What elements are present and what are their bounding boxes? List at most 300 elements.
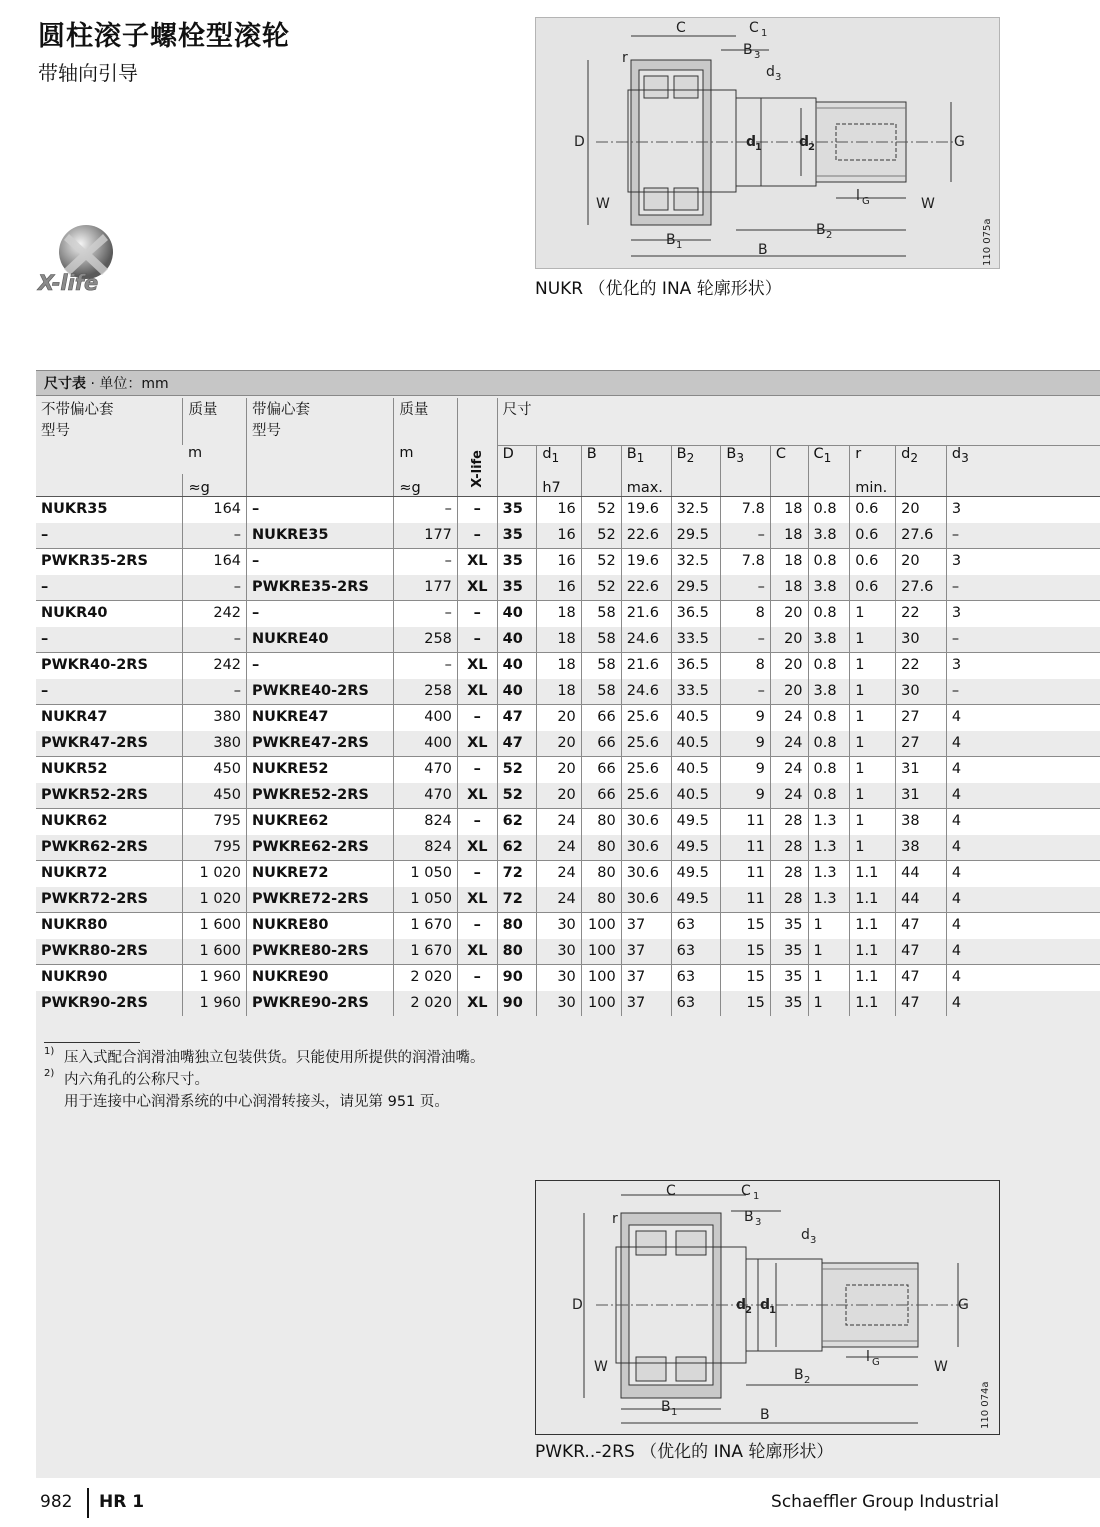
table-cell: 80 bbox=[497, 939, 537, 965]
table-cell: NUKR35 bbox=[36, 497, 183, 523]
table-cell: 28 bbox=[770, 887, 808, 913]
table-cell: 4 bbox=[946, 705, 1100, 731]
fig2-label-d3: d bbox=[801, 1227, 810, 1243]
table-cell: 1.1 bbox=[850, 861, 896, 887]
table-cell: 30.6 bbox=[621, 887, 671, 913]
fig2-label-c1: C bbox=[741, 1183, 751, 1199]
table-cell: 52 bbox=[497, 783, 537, 809]
table-cell: 58 bbox=[581, 601, 621, 627]
table-cell: 15 bbox=[721, 939, 770, 965]
table-cell: 25.6 bbox=[621, 757, 671, 783]
table-cell: 0.6 bbox=[850, 575, 896, 601]
table-cell: NUKRE47 bbox=[247, 705, 394, 731]
fig1-label-b2-sub: 2 bbox=[826, 230, 833, 241]
table-cell: – bbox=[946, 627, 1100, 653]
table-cell: 24 bbox=[770, 705, 808, 731]
table-cell: 49.5 bbox=[671, 861, 721, 887]
fig2-label-b3: B bbox=[744, 1209, 754, 1225]
fig1-label-b1-sub: 1 bbox=[676, 240, 683, 251]
table-row bbox=[36, 861, 1100, 887]
table-cell: 100 bbox=[581, 939, 621, 965]
fig1-label-d3: d bbox=[766, 64, 775, 80]
table-cell: – bbox=[457, 523, 497, 549]
fig2-label-b1-sub: 1 bbox=[671, 1407, 678, 1418]
fig1-label-g: G bbox=[954, 134, 965, 150]
table-cell: 20 bbox=[770, 627, 808, 653]
table-cell: 1.1 bbox=[850, 887, 896, 913]
table-cell: – bbox=[721, 523, 770, 549]
table-cell: 164 bbox=[183, 497, 247, 523]
table-cell: 32.5 bbox=[671, 549, 721, 575]
table-cell: 30.6 bbox=[621, 861, 671, 887]
table-cell: 30 bbox=[537, 991, 581, 1017]
fig2-label-b3-sub: 3 bbox=[755, 1217, 762, 1228]
fig1-label-c: C bbox=[676, 20, 686, 36]
table-cell: 18 bbox=[770, 575, 808, 601]
table-cell: 1.3 bbox=[808, 809, 850, 835]
table-cell: 4 bbox=[946, 835, 1100, 861]
table-cell: PWKRE47-2RS bbox=[247, 731, 394, 757]
fig1-label-lg: l bbox=[856, 188, 860, 204]
table-cell: – bbox=[457, 757, 497, 783]
fig2-label-b1: B bbox=[661, 1399, 671, 1415]
table-cell: 1.1 bbox=[850, 939, 896, 965]
table-cell: 90 bbox=[497, 991, 537, 1017]
table-cell: 52 bbox=[581, 523, 621, 549]
table-cell: 20 bbox=[896, 497, 947, 523]
table-cell: – bbox=[247, 549, 394, 575]
table-cell: 35 bbox=[770, 965, 808, 991]
table-cell: 8 bbox=[721, 601, 770, 627]
fig2-label-d3-sub: 3 bbox=[810, 1235, 817, 1246]
table-cell: XL bbox=[457, 991, 497, 1017]
table-cell: – bbox=[946, 523, 1100, 549]
table-cell: 1 bbox=[850, 653, 896, 679]
col-dimensions: 尺寸 bbox=[497, 398, 1100, 445]
dimension-table bbox=[36, 398, 1100, 1016]
table-cell: 2 020 bbox=[394, 965, 458, 991]
table-cell: 37 bbox=[621, 939, 671, 965]
table-cell: 15 bbox=[721, 991, 770, 1017]
table-cell: 9 bbox=[721, 731, 770, 757]
table-cell: 4 bbox=[946, 783, 1100, 809]
table-cell: – bbox=[457, 497, 497, 523]
fig1-label-d2: d bbox=[799, 134, 810, 150]
table-cell: 20 bbox=[537, 705, 581, 731]
table-cell: PWKRE62-2RS bbox=[247, 835, 394, 861]
table-cell: – bbox=[183, 575, 247, 601]
table-cell: NUKRE40 bbox=[247, 627, 394, 653]
table-cell: 242 bbox=[183, 653, 247, 679]
table-cell: 47 bbox=[896, 991, 947, 1017]
table-cell: 3.8 bbox=[808, 523, 850, 549]
table-cell: 22.6 bbox=[621, 575, 671, 601]
table-cell: – bbox=[946, 679, 1100, 705]
table-cell: 1 bbox=[850, 835, 896, 861]
table-cell: 11 bbox=[721, 835, 770, 861]
table-cell: PWKRE72-2RS bbox=[247, 887, 394, 913]
table-cell: 824 bbox=[394, 809, 458, 835]
table-cell: 258 bbox=[394, 679, 458, 705]
table-cell: 63 bbox=[671, 939, 721, 965]
table-cell: 62 bbox=[497, 835, 537, 861]
table-cell: 0.8 bbox=[808, 497, 850, 523]
col-r-min: min. bbox=[850, 474, 896, 497]
page-footer bbox=[0, 1488, 1100, 1518]
col-type-no-ecc: 不带偏心套 型号 bbox=[41, 402, 114, 439]
table-cell: 40 bbox=[497, 679, 537, 705]
table-cell: 90 bbox=[497, 965, 537, 991]
table-cell: XL bbox=[457, 549, 497, 575]
fig1-label-w-left: W bbox=[596, 196, 610, 212]
table-cell: 30.6 bbox=[621, 809, 671, 835]
table-cell: 44 bbox=[896, 887, 947, 913]
table-cell: PWKRE80-2RS bbox=[247, 939, 394, 965]
table-cell: – bbox=[721, 679, 770, 705]
table-cell: 18 bbox=[537, 627, 581, 653]
table-cell: 47 bbox=[896, 965, 947, 991]
table-cell: 80 bbox=[581, 887, 621, 913]
fig1-label-b1: B bbox=[666, 232, 676, 248]
fig1-label-r: r bbox=[622, 50, 628, 66]
table-cell: 24 bbox=[537, 861, 581, 887]
table-cell: 47 bbox=[896, 913, 947, 939]
table-cell: 30 bbox=[896, 627, 947, 653]
table-cell: 4 bbox=[946, 809, 1100, 835]
table-cell: 20 bbox=[537, 731, 581, 757]
table-cell: 49.5 bbox=[671, 887, 721, 913]
table-cell: NUKRE72 bbox=[247, 861, 394, 887]
table-cell: 35 bbox=[497, 549, 537, 575]
table-cell: 1.3 bbox=[808, 861, 850, 887]
table-cell: 58 bbox=[581, 653, 621, 679]
table-cell: 52 bbox=[581, 575, 621, 601]
table-row bbox=[36, 575, 1100, 601]
table-cell: 18 bbox=[537, 601, 581, 627]
table-cell: 380 bbox=[183, 705, 247, 731]
table-cell: PWKRE90-2RS bbox=[247, 991, 394, 1017]
table-row bbox=[36, 497, 1100, 523]
table-cell: – bbox=[457, 627, 497, 653]
table-cell: 24 bbox=[537, 835, 581, 861]
fig1-label-b2: B bbox=[816, 222, 826, 238]
table-cell: – bbox=[457, 809, 497, 835]
table-cell: 37 bbox=[621, 913, 671, 939]
fig2-label-b: B bbox=[760, 1407, 770, 1423]
table-cell: 28 bbox=[770, 861, 808, 887]
table-cell: 29.5 bbox=[671, 523, 721, 549]
table-cell: PWKR52-2RS bbox=[36, 783, 183, 809]
table-cell: 30 bbox=[896, 679, 947, 705]
table-cell: 18 bbox=[770, 549, 808, 575]
table-cell: 4 bbox=[946, 887, 1100, 913]
table-cell: PWKR72-2RS bbox=[36, 887, 183, 913]
table-cell: 30.6 bbox=[621, 835, 671, 861]
table-cell: NUKRE62 bbox=[247, 809, 394, 835]
table-cell: 0.8 bbox=[808, 601, 850, 627]
table-row bbox=[36, 627, 1100, 653]
table-cell: – bbox=[394, 601, 458, 627]
table-cell: 1 670 bbox=[394, 939, 458, 965]
table-cell: 20 bbox=[770, 601, 808, 627]
table-cell: PWKR90-2RS bbox=[36, 991, 183, 1017]
table-cell: – bbox=[247, 601, 394, 627]
col-g2: ≈g bbox=[394, 474, 458, 497]
table-cell: 40 bbox=[497, 627, 537, 653]
col-m2: m bbox=[394, 445, 458, 474]
table-cell: 80 bbox=[497, 913, 537, 939]
table-cell: XL bbox=[457, 783, 497, 809]
table-cell: 40.5 bbox=[671, 757, 721, 783]
table-cell: 38 bbox=[896, 835, 947, 861]
table-cell: 450 bbox=[183, 783, 247, 809]
fig2-label-lg-sub: G bbox=[872, 1357, 880, 1368]
table-cell: 3.8 bbox=[808, 575, 850, 601]
col-d1-h7: h7 bbox=[537, 474, 581, 497]
table-cell: 63 bbox=[671, 991, 721, 1017]
table-cell: 66 bbox=[581, 783, 621, 809]
table-cell: PWKR80-2RS bbox=[36, 939, 183, 965]
table-cell: 27 bbox=[896, 705, 947, 731]
table-cell: 25.6 bbox=[621, 731, 671, 757]
table-cell: 66 bbox=[581, 731, 621, 757]
table-cell: 40.5 bbox=[671, 731, 721, 757]
table-cell: 8 bbox=[721, 653, 770, 679]
table-cell: 35 bbox=[770, 939, 808, 965]
table-cell: 400 bbox=[394, 731, 458, 757]
table-row bbox=[36, 965, 1100, 991]
table-cell: 35 bbox=[770, 991, 808, 1017]
page-subtitle: 带轴向引导 bbox=[38, 61, 138, 85]
table-cell: 15 bbox=[721, 965, 770, 991]
fig1-label-lg-sub: G bbox=[862, 196, 870, 207]
fig2-label-d2-sub: 2 bbox=[745, 1305, 752, 1316]
table-cell: 47 bbox=[497, 731, 537, 757]
fig1-label-d1: d bbox=[746, 134, 757, 150]
table-cell: – bbox=[457, 913, 497, 939]
table-row bbox=[36, 679, 1100, 705]
table-cell: – bbox=[721, 627, 770, 653]
table-cell: 7.8 bbox=[721, 549, 770, 575]
table-cell: 1 bbox=[850, 809, 896, 835]
table-row bbox=[36, 601, 1100, 627]
table-cell: NUKRE35 bbox=[247, 523, 394, 549]
table-cell: – bbox=[394, 653, 458, 679]
table-cell: PWKRE52-2RS bbox=[247, 783, 394, 809]
table-cell: 80 bbox=[581, 835, 621, 861]
fig2-label-lg: l bbox=[866, 1349, 870, 1365]
table-cell: 1 bbox=[808, 939, 850, 965]
table-cell: 1 bbox=[850, 757, 896, 783]
table-cell: 1 bbox=[808, 913, 850, 939]
table-cell: 18 bbox=[770, 497, 808, 523]
fig2-label-w-right: W bbox=[934, 1359, 948, 1375]
table-cell: 21.6 bbox=[621, 653, 671, 679]
table-cell: 36.5 bbox=[671, 601, 721, 627]
col-xlife: X-life bbox=[457, 398, 497, 497]
table-cell: NUKR40 bbox=[36, 601, 183, 627]
table-cell: 11 bbox=[721, 809, 770, 835]
table-cell: 40.5 bbox=[671, 705, 721, 731]
fig2-label-b2: B bbox=[794, 1367, 804, 1383]
table-cell: PWKRE40-2RS bbox=[247, 679, 394, 705]
table-cell: 40 bbox=[497, 653, 537, 679]
table-cell: 3.8 bbox=[808, 627, 850, 653]
table-cell: 1 960 bbox=[183, 965, 247, 991]
table-cell: 27 bbox=[896, 731, 947, 757]
table-cell: 25.6 bbox=[621, 705, 671, 731]
table-cell: 58 bbox=[581, 679, 621, 705]
table-cell: 24 bbox=[537, 887, 581, 913]
table-cell: 37 bbox=[621, 991, 671, 1017]
col-B: B bbox=[581, 445, 621, 474]
table-cell: 27.6 bbox=[896, 523, 947, 549]
fig2-label-d1-sub: 1 bbox=[769, 1305, 776, 1316]
table-cell: 20 bbox=[770, 679, 808, 705]
table-row bbox=[36, 523, 1100, 549]
table-cell: 18 bbox=[537, 679, 581, 705]
table-cell: 22 bbox=[896, 601, 947, 627]
table-cell: – bbox=[457, 965, 497, 991]
table-cell: 177 bbox=[394, 523, 458, 549]
table-cell: 72 bbox=[497, 887, 537, 913]
table-cell: 100 bbox=[581, 965, 621, 991]
fig2-label-c: C bbox=[666, 1183, 676, 1199]
table-cell: – bbox=[394, 549, 458, 575]
table-cell: 28 bbox=[770, 809, 808, 835]
table-cell: 4 bbox=[946, 757, 1100, 783]
table-cell: 4 bbox=[946, 991, 1100, 1017]
table-cell: 44 bbox=[896, 861, 947, 887]
pwkr-drawing bbox=[535, 1180, 1000, 1435]
table-cell: 35 bbox=[497, 523, 537, 549]
table-cell: 0.8 bbox=[808, 653, 850, 679]
table-cell: 20 bbox=[770, 653, 808, 679]
table-row bbox=[36, 809, 1100, 835]
table-cell: – bbox=[36, 679, 183, 705]
table-cell: 19.6 bbox=[621, 549, 671, 575]
table-cell: 177 bbox=[394, 575, 458, 601]
table-cell: 24.6 bbox=[621, 679, 671, 705]
fig1-label-d3-sub: 3 bbox=[775, 72, 782, 83]
table-cell: 4 bbox=[946, 913, 1100, 939]
fig1-ref: 110 075a bbox=[982, 218, 993, 266]
table-cell: 33.5 bbox=[671, 627, 721, 653]
table-cell: 24 bbox=[537, 809, 581, 835]
table-cell: 0.8 bbox=[808, 731, 850, 757]
table-cell: 37 bbox=[621, 965, 671, 991]
section-label: HR 1 bbox=[99, 1492, 145, 1512]
table-cell: 3 bbox=[946, 653, 1100, 679]
table-cell: – bbox=[36, 575, 183, 601]
table-cell: 35 bbox=[497, 575, 537, 601]
table-cell: 31 bbox=[896, 783, 947, 809]
table-cell: NUKRE52 bbox=[247, 757, 394, 783]
table-cell: 4 bbox=[946, 731, 1100, 757]
table-cell: 3 bbox=[946, 549, 1100, 575]
table-cell: NUKR90 bbox=[36, 965, 183, 991]
footer-divider bbox=[87, 1488, 89, 1518]
fig2-label-r: r bbox=[612, 1211, 618, 1227]
table-cell: 9 bbox=[721, 783, 770, 809]
table-cell: 100 bbox=[581, 913, 621, 939]
table-cell: 1 600 bbox=[183, 913, 247, 939]
fig1-label-b: B bbox=[758, 242, 768, 258]
table-cell: 29.5 bbox=[671, 575, 721, 601]
table-cell: 1 020 bbox=[183, 887, 247, 913]
fig1-label-d-outer: D bbox=[574, 134, 585, 150]
table-cell: 63 bbox=[671, 965, 721, 991]
table-cell: 1.1 bbox=[850, 913, 896, 939]
table-cell: 72 bbox=[497, 861, 537, 887]
table-cell: 1 bbox=[850, 783, 896, 809]
footnote-2-cont: 用于连接中心润滑系统的中心润滑转接头，请见第 951 页。 bbox=[64, 1094, 449, 1110]
col-C1: $C_1$ bbox=[808, 445, 850, 474]
table-cell: 47 bbox=[497, 705, 537, 731]
table-cell: 3 bbox=[946, 497, 1100, 523]
table-cell: – bbox=[394, 497, 458, 523]
table-cell: 16 bbox=[537, 549, 581, 575]
table-cell: 1.3 bbox=[808, 835, 850, 861]
table-cell: XL bbox=[457, 653, 497, 679]
table-cell: – bbox=[946, 575, 1100, 601]
col-C: C bbox=[770, 445, 808, 474]
table-cell: 24 bbox=[770, 783, 808, 809]
table-row bbox=[36, 549, 1100, 575]
table-cell: – bbox=[457, 601, 497, 627]
table-cell: 470 bbox=[394, 783, 458, 809]
table-cell: XL bbox=[457, 939, 497, 965]
table-cell: 824 bbox=[394, 835, 458, 861]
fig2-caption: PWKR..-2RS （优化的 INA 轮廓形状） bbox=[535, 1442, 834, 1462]
table-cell: XL bbox=[457, 887, 497, 913]
col-mass2: 质量 bbox=[394, 398, 458, 445]
table-cell: 63 bbox=[671, 913, 721, 939]
col-B1: $B_1$ bbox=[621, 445, 671, 474]
table-cell: 164 bbox=[183, 549, 247, 575]
table-cell: 1 960 bbox=[183, 991, 247, 1017]
table-cell: – bbox=[36, 523, 183, 549]
table-cell: 27.6 bbox=[896, 575, 947, 601]
fig1-label-c1: C bbox=[749, 20, 759, 36]
table-cell: 100 bbox=[581, 991, 621, 1017]
table-cell: 11 bbox=[721, 861, 770, 887]
table-cell: 25.6 bbox=[621, 783, 671, 809]
table-cell: 20 bbox=[537, 757, 581, 783]
table-cell: XL bbox=[457, 731, 497, 757]
page-title: 圆柱滚子螺栓型滚轮 bbox=[38, 21, 290, 52]
table-cell: PWKR35-2RS bbox=[36, 549, 183, 575]
table-cell: 1 bbox=[850, 601, 896, 627]
table-cell: 7.8 bbox=[721, 497, 770, 523]
table-cell: 66 bbox=[581, 757, 621, 783]
table-cell: 62 bbox=[497, 809, 537, 835]
table-cell: 0.8 bbox=[808, 757, 850, 783]
table-cell: 32.5 bbox=[671, 497, 721, 523]
table-cell: 470 bbox=[394, 757, 458, 783]
table-cell: 242 bbox=[183, 601, 247, 627]
table-row bbox=[36, 783, 1100, 809]
table-cell: 450 bbox=[183, 757, 247, 783]
table-cell: 28 bbox=[770, 835, 808, 861]
table-cell: 4 bbox=[946, 965, 1100, 991]
fig1-label-w-right: W bbox=[921, 196, 935, 212]
table-cell: 30 bbox=[537, 965, 581, 991]
table-cell: 1 050 bbox=[394, 887, 458, 913]
table-cell: 47 bbox=[896, 939, 947, 965]
page-number: 982 bbox=[40, 1492, 73, 1512]
col-d1: $d_1$ bbox=[537, 445, 581, 474]
